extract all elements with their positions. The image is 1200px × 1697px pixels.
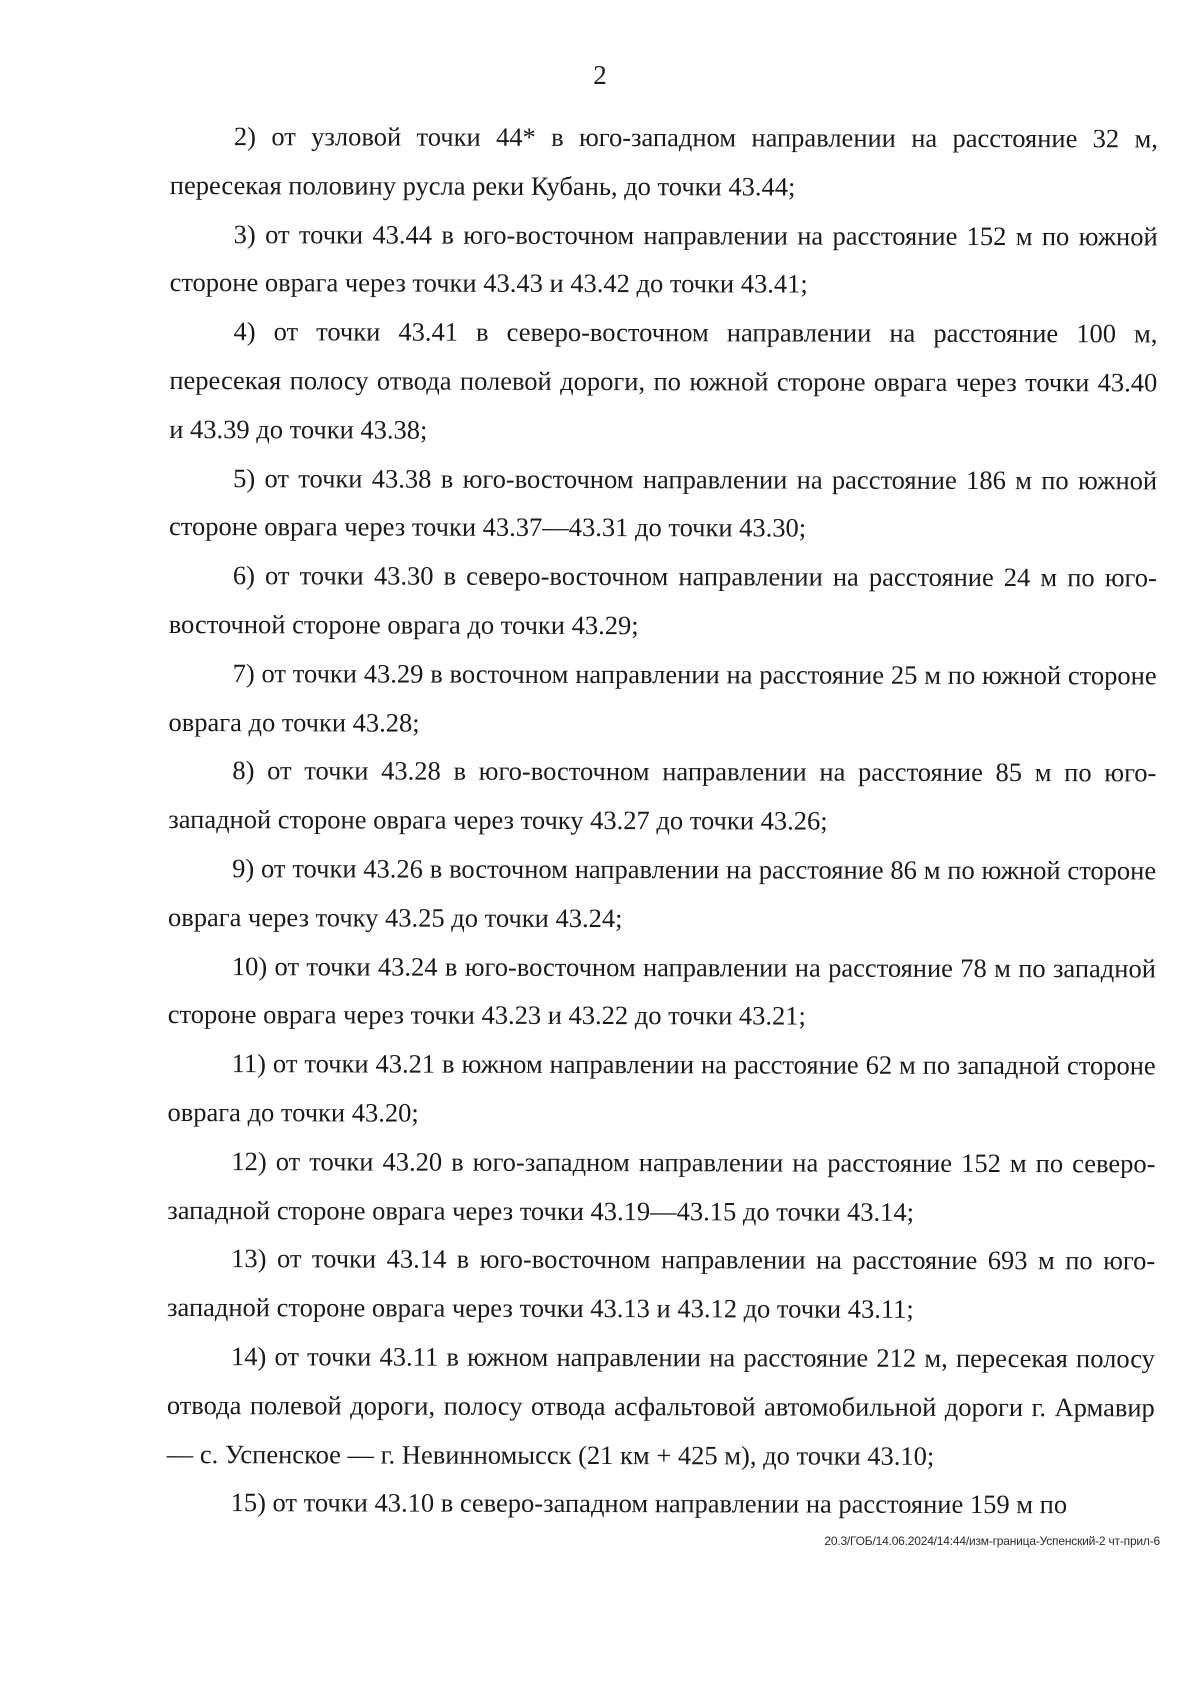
list-item: 2) от узловой точки 44* в юго-западном направлении на расстояние 32 м, пересекая половину русла реки Кубань, до точки 43.44;: [169, 121, 1158, 202]
list-item: 7) от точки 43.29 в восточном направлении на расстояние 25 м по южной стороне оврага до точки 43.28;: [168, 657, 1157, 738]
list-item: 10) от точки 43.24 в юго-восточном направлении на расстояние 78 м по западной стороне оврага через точки 43.23 и 43.22 до точки 43.21;: [167, 950, 1156, 1031]
list-item: 13) от точки 43.14 в юго-восточном направлении на расстояние 693 м по юго-западной стороне оврага через точки 43.13 и 43.12 до точки 43.11;: [167, 1243, 1156, 1324]
list-item: 9) от точки 43.26 в восточном направлении на расстояние 86 м по южной стороне оврага через точку 43.25 до точки 43.24;: [167, 853, 1157, 933]
page-number: 2: [593, 60, 607, 90]
list-item: 11) от точки 43.21 в южном направлении на расстояние 62 м по западной стороне оврага до точки 43.20;: [167, 1048, 1156, 1128]
list-item: 5) от точки 43.38 в юго-восточном направлении на расстояние 186 м по южной стороне оврага через точки 43.37—43.31 до точки 43.30;: [168, 462, 1158, 543]
list-item: 14) от точки 43.11 в южном направлении на расстояние 212 м, пересекая полосу отвода полевой дороги, полосу отвода асфальтовой автомобильной дороги г. Армавир — с. Успенское — г. Невинномысск (21 км + 425 м), до точки 43.10;: [166, 1341, 1155, 1471]
list-item: 12) от точки 43.20 в юго-западном направлении на расстояние 152 м по северо-западной стороне оврага через точки 43.19—43.15 до точки 43.14;: [167, 1145, 1156, 1227]
list-item: 15) от точки 43.10 в северо-западном направлении на расстояние 159 м по: [230, 1487, 1068, 1520]
list-item: 3) от точки 43.44 в юго-восточном направлении на расстояние 152 м по южной стороне оврага через точки 43.43 и 43.42 до точки 43.41;: [169, 218, 1158, 299]
list-item: 6) от точки 43.30 в северо-восточном направлении на расстояние 24 м по юго-восточной стороне оврага до точки 43.29;: [168, 560, 1157, 641]
boundary-description: [167, 112, 1158, 1530]
list-item: 4) от точки 43.41 в северо-восточном направлении на расстояние 100 м, пересекая полосу отвода полевой дороги, по южной стороне оврага через точки 43.40 и 43.39 до точки 43.38;: [169, 316, 1158, 445]
list-item: 8) от точки 43.28 в юго-восточном направлении на расстояние 85 м по юго-западной стороне оврага через точку 43.27 до точки 43.26;: [168, 755, 1157, 836]
document-footer-code: 20.3/ГОБ/14.06.2024/14:44/изм-граница-Успенский-2 чт-прил-6: [824, 1534, 1160, 1548]
